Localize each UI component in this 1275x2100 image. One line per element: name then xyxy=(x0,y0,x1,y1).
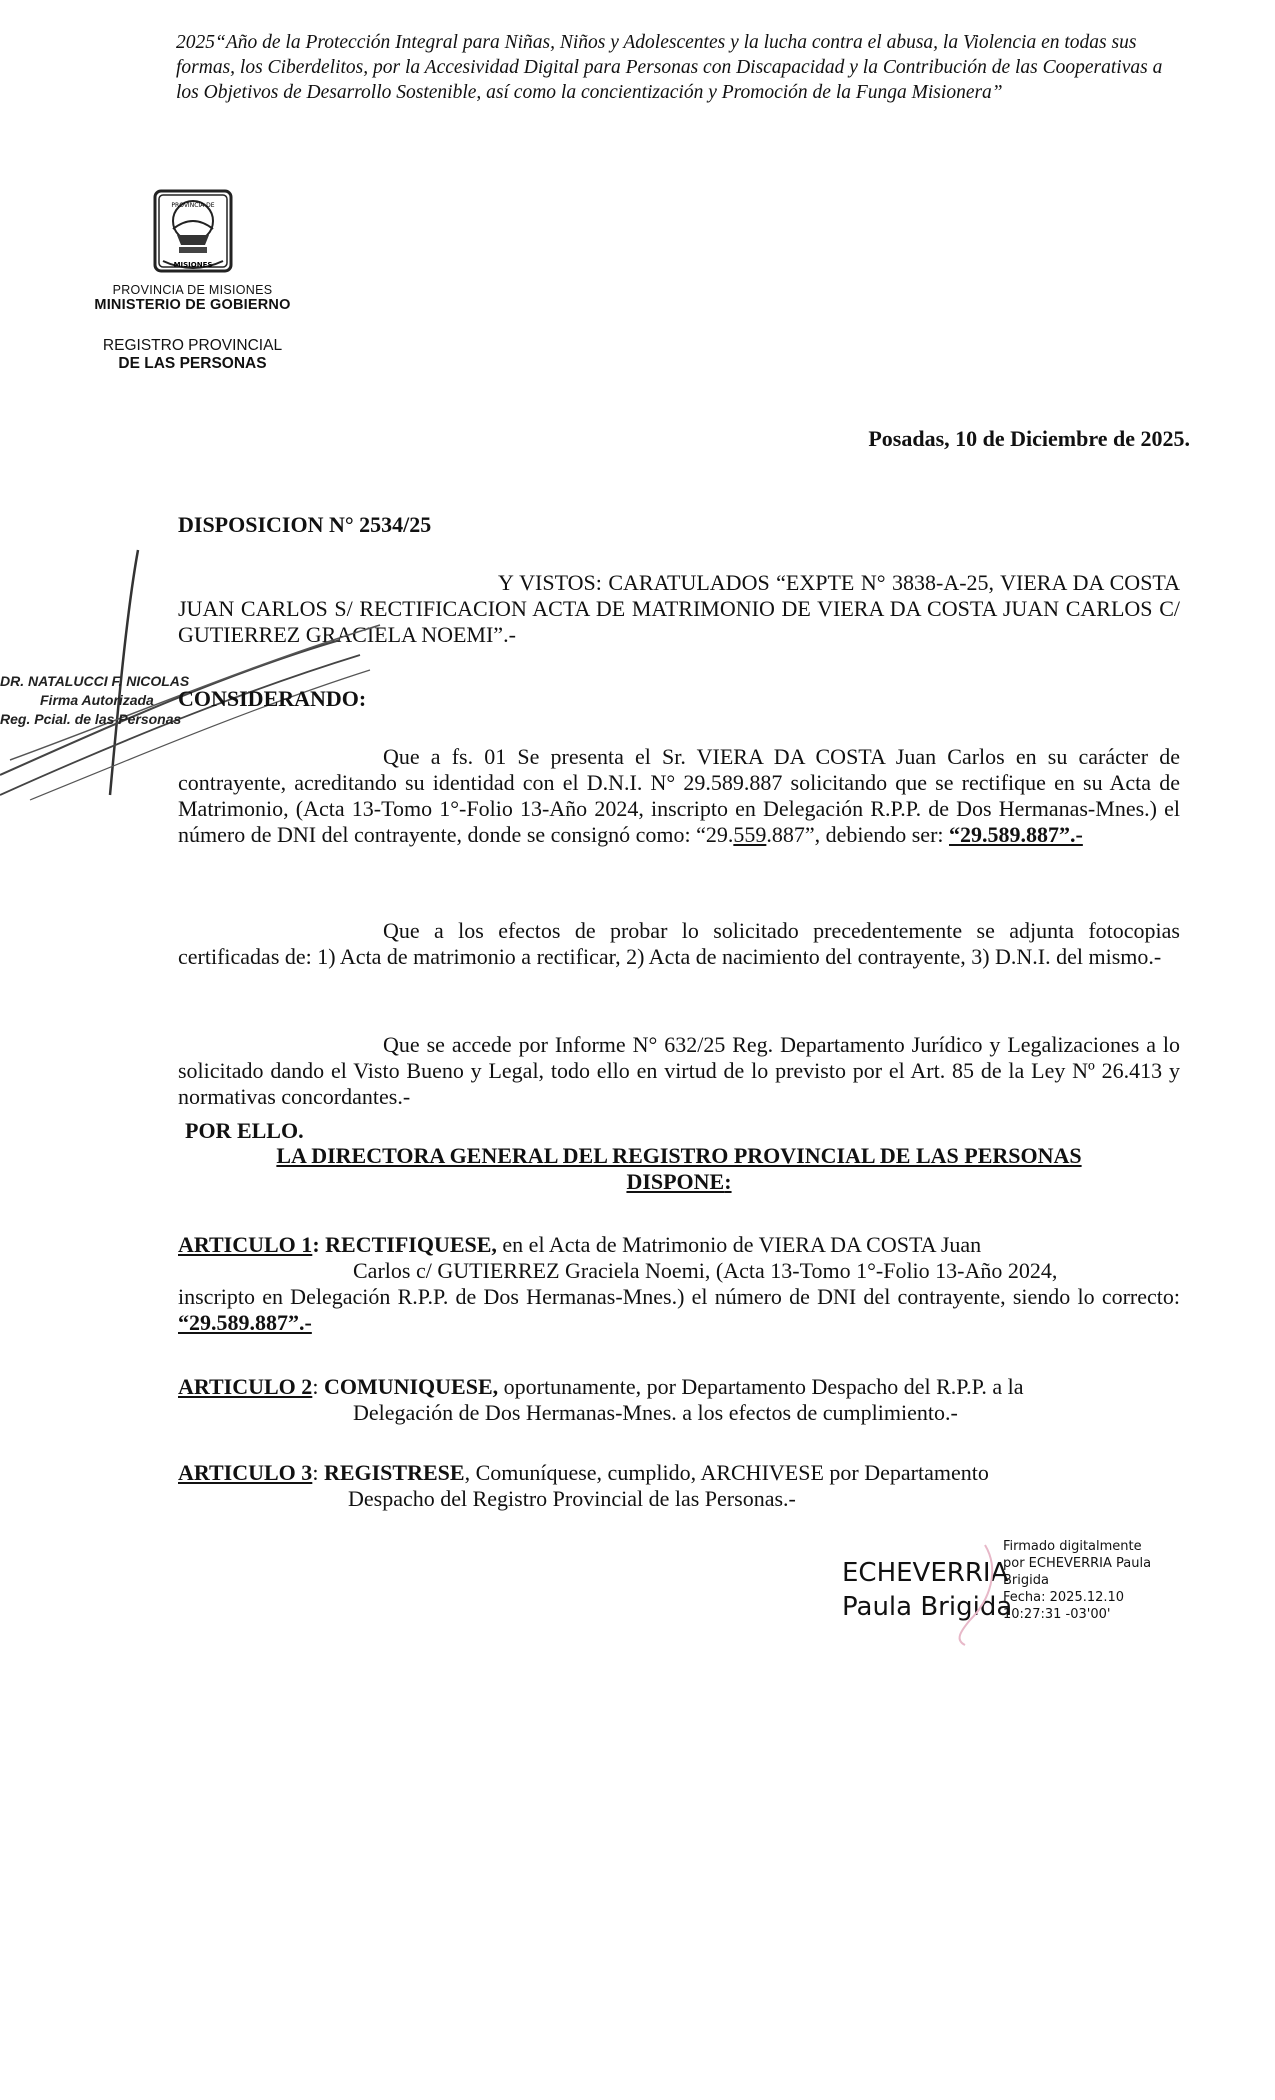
article-2 xyxy=(178,1374,1180,1426)
signature-digital5: 10:27:31 -03'00' xyxy=(1003,1607,1111,1622)
para1-correct-dni: “29.589.887”.- xyxy=(949,822,1083,847)
article-2-text1: oportunamente, por Departamento Despacho del R.P.P. a la xyxy=(498,1374,1024,1399)
stamp-line3: Reg. Pcial. de las Personas xyxy=(0,711,182,727)
article-2-text2: Delegación de Dos Hermanas-Mnes. a los efectos de cumplimiento.- xyxy=(353,1400,958,1425)
considerando-paragraph-1 xyxy=(178,744,1180,848)
considerando-paragraph-2: Que a los efectos de probar lo solicitado precedentemente se adjunta fotocopias certificadas de: 1) Acta de matrimonio a rectificar, 2) Acta de nacimiento del contrayente, 3) D.N.I. del mismo.- xyxy=(178,918,1180,969)
disposition-title: DISPOSICION N° 2534/25 xyxy=(178,512,432,537)
directora-heading xyxy=(178,1143,1180,1195)
registry-name-line2 xyxy=(70,355,315,373)
digital-signature-details xyxy=(1003,1538,1173,1623)
article-1 xyxy=(178,1232,1180,1336)
signature-digital3: Brigida xyxy=(1003,1573,1049,1588)
article-1-verb: RECTIFIQUESE, xyxy=(325,1232,497,1257)
article-3-text1: , Comuníquese, cumplido, ARCHIVESE por Departamento xyxy=(464,1460,989,1485)
ministry-logo-block xyxy=(70,185,315,373)
crest-bottom-text: MISIONES xyxy=(173,261,212,269)
signature-name1: ECHEVERRIA xyxy=(842,1558,1009,1588)
article-3-label: ARTICULO 3 xyxy=(178,1460,313,1485)
considerando-paragraph-3: Que se accede por Informe N° 632/25 Reg. Departamento Jurídico y Legalizaciones a lo solicitado dando el Visto Bueno y Legal, todo ello en virtud de lo previsto por el Art. 85 de la Ley Nº 26.413 y normativas concordantes.- xyxy=(178,1032,1180,1109)
signature-digital1: Firmado digitalmente xyxy=(1003,1539,1142,1554)
authorized-signature-stamp xyxy=(0,672,189,729)
para1-wrong-digits: 559 xyxy=(733,822,767,847)
registry-name-line1: REGISTRO PROVINCIAL xyxy=(102,337,283,354)
signature-name2: Paula Brigida xyxy=(842,1592,1013,1622)
para1-text-mid: .887”, debiendo ser: xyxy=(766,822,950,847)
header-motto: 2025“Año de la Protección Integral para Niñas, Niños y Adolescentes y la lucha contra el abusa, la Violencia en todas sus formas, los Ciberdelitos, por la Accesividad Digital para Personas con Discapacidad y la Contribución de las Cooperativas a los Objetivos de Desarrollo Sostenible, así como la concientización y Promoción de la Funga Misionera” xyxy=(176,32,1163,103)
registry-de-las: DE LAS xyxy=(118,355,180,372)
vistos-paragraph: Y VISTOS: CARATULADOS “EXPTE N° 3838-A-25, VIERA DA COSTA JUAN CARLOS S/ RECTIFICACION ACTA DE MATRIMONIO DE VIERA DA COSTA JUAN CARLOS C/ GUTIERREZ GRACIELA NOEMI”.- xyxy=(178,570,1180,647)
stamp-line2: Firma Autorizada xyxy=(40,692,154,708)
para1-text: Que a fs. 01 Se presenta el Sr. VIERA DA COSTA Juan Carlos en su carácter de contrayente, acreditando su identidad con el D.N.I. N° 29.589.887 solicitando que se rectifique en su Acta de Matrimonio, (Acta 13-Tomo 1°-Folio 13-Año 2024, inscripto en Delegación R.P.P. de Dos Hermanas-Mnes.) el número de DNI del contrayente, donde se consignó como: “29. xyxy=(178,744,1180,847)
directora-line1: LA DIRECTORA GENERAL DEL REGISTRO PROVINCIAL DE LAS PERSONAS xyxy=(276,1143,1082,1168)
article-3-verb: REGISTRESE xyxy=(323,1460,465,1485)
article-1-colon: : xyxy=(312,1232,326,1257)
article-3 xyxy=(178,1460,1180,1512)
dateline: Posadas, 10 de Diciembre de 2025. xyxy=(868,426,1190,451)
article-3-colon: : xyxy=(312,1460,324,1485)
crest-top-text: PROVINCIA DE xyxy=(170,202,215,209)
article-1-value: “29.589.887”.- xyxy=(178,1310,312,1335)
article-1-label: ARTICULO 1 xyxy=(178,1232,313,1257)
por-ello-label: POR ELLO. xyxy=(185,1118,304,1143)
article-2-verb: COMUNIQUESE, xyxy=(323,1374,499,1399)
ministry-name: MINISTERIO DE GOBIERNO xyxy=(94,297,291,313)
directora-colon: : xyxy=(724,1169,732,1194)
article-2-label: ARTICULO 2 xyxy=(178,1374,313,1399)
province-name: PROVINCIA DE MISIONES xyxy=(112,283,273,297)
registry-personas: PERSONAS xyxy=(179,355,267,372)
stamp-line1: DR. NATALUCCI F. NICOLAS xyxy=(0,673,190,689)
article-1-text2: Carlos c/ GUTIERREZ Graciela Noemi, (Acta 13-Tomo 1°-Folio 13-Año 2024, xyxy=(353,1258,1058,1283)
province-crest-icon xyxy=(149,185,237,277)
signature-digital4: Fecha: 2025.12.10 xyxy=(1003,1590,1125,1605)
signature-digital2: por ECHEVERRIA Paula xyxy=(1003,1556,1152,1571)
considerando-label: CONSIDERANDO: xyxy=(178,686,367,711)
article-3-text2: Despacho del Registro Provincial de las Personas.- xyxy=(348,1486,796,1511)
signature-flourish-icon xyxy=(940,1540,1010,1650)
article-1-text1: en el Acta de Matrimonio de VIERA DA COSTA Juan xyxy=(496,1232,982,1257)
article-1-text3: inscripto en Delegación R.P.P. de Dos Hermanas-Mnes.) el número de DNI del contrayente, siendo lo correcto: xyxy=(178,1284,1180,1309)
directora-dispone: DISPONE xyxy=(626,1169,725,1194)
article-2-colon: : xyxy=(312,1374,324,1399)
